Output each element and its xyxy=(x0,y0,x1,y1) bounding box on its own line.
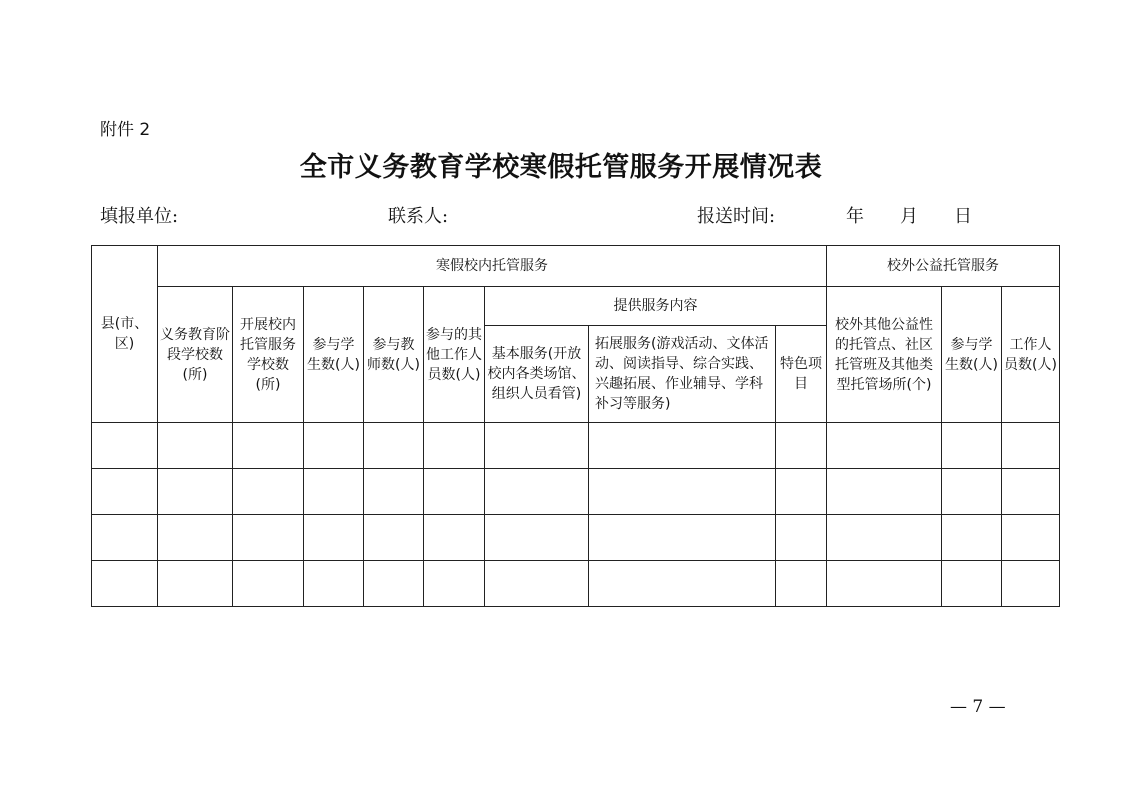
table-cell[interactable] xyxy=(233,469,304,515)
table-cell[interactable] xyxy=(485,515,589,561)
table-cell[interactable] xyxy=(424,423,485,469)
header-other-sites: 校外其他公益性的托管点、社区托管班及其他类型托管场所(个) xyxy=(827,287,942,423)
table-cell[interactable] xyxy=(424,469,485,515)
table-cell[interactable] xyxy=(827,561,942,607)
table-cell[interactable] xyxy=(589,423,776,469)
table-cell[interactable] xyxy=(1002,469,1060,515)
table-cell[interactable] xyxy=(776,561,827,607)
table-cell[interactable] xyxy=(1002,515,1060,561)
table-row xyxy=(92,469,1060,515)
page-number: — 7 — xyxy=(950,697,1006,717)
table-cell[interactable] xyxy=(827,515,942,561)
table-row xyxy=(92,423,1060,469)
table-cell[interactable] xyxy=(233,423,304,469)
attachment-label: 附件 2 xyxy=(100,120,151,140)
month-label: 月 xyxy=(900,206,918,227)
table-cell[interactable] xyxy=(589,561,776,607)
header-other-staff: 参与的其他工作人员数(人) xyxy=(424,287,485,423)
day-label: 日 xyxy=(954,206,972,227)
table-cell[interactable] xyxy=(1002,561,1060,607)
header-featured: 特色项目 xyxy=(776,326,827,423)
table-cell[interactable] xyxy=(1002,423,1060,469)
table-cell[interactable] xyxy=(304,423,364,469)
header-county: 县(市、区) xyxy=(92,246,158,423)
table-cell[interactable] xyxy=(304,561,364,607)
table-row xyxy=(92,561,1060,607)
table-cell[interactable] xyxy=(485,423,589,469)
table-cell[interactable] xyxy=(485,469,589,515)
contact-label: 联系人: xyxy=(388,206,449,227)
table-cell[interactable] xyxy=(158,561,233,607)
header-out-school-group: 校外公益托管服务 xyxy=(827,246,1060,287)
table-cell[interactable] xyxy=(942,515,1002,561)
table-cell[interactable] xyxy=(827,469,942,515)
table-cell[interactable] xyxy=(827,423,942,469)
fill-in-row xyxy=(0,202,1122,228)
table-cell[interactable] xyxy=(158,469,233,515)
report-table xyxy=(91,245,1060,607)
table-cell[interactable] xyxy=(942,423,1002,469)
table-cell[interactable] xyxy=(942,469,1002,515)
table-cell[interactable] xyxy=(589,469,776,515)
table-cell[interactable] xyxy=(92,423,158,469)
table-cell[interactable] xyxy=(233,561,304,607)
header-students: 参与学生数(人) xyxy=(304,287,364,423)
table-cell[interactable] xyxy=(485,561,589,607)
table-cell[interactable] xyxy=(158,423,233,469)
table-cell[interactable] xyxy=(424,515,485,561)
table-cell[interactable] xyxy=(92,469,158,515)
table-cell[interactable] xyxy=(304,469,364,515)
header-extended-service: 拓展服务(游戏活动、文体活动、阅读指导、综合实践、兴趣拓展、作业辅导、学科补习等服务) xyxy=(589,326,776,423)
header-out-staff: 工作人员数(人) xyxy=(1002,287,1060,423)
table-cell[interactable] xyxy=(158,515,233,561)
table-cell[interactable] xyxy=(364,469,424,515)
table-cell[interactable] xyxy=(364,423,424,469)
header-basic-service: 基本服务(开放校内各类场馆、组织人员看管) xyxy=(485,326,589,423)
table-row xyxy=(92,515,1060,561)
header-in-school-group: 寒假校内托管服务 xyxy=(158,246,827,287)
table-cell[interactable] xyxy=(589,515,776,561)
table-cell[interactable] xyxy=(233,515,304,561)
table-cell[interactable] xyxy=(776,469,827,515)
header-teachers: 参与教师数(人) xyxy=(364,287,424,423)
unit-label: 填报单位: xyxy=(100,206,179,227)
table-cell[interactable] xyxy=(776,515,827,561)
report-time-label: 报送时间: xyxy=(697,206,776,227)
table-cell[interactable] xyxy=(776,423,827,469)
table-cell[interactable] xyxy=(364,515,424,561)
header-content-group: 提供服务内容 xyxy=(485,287,827,326)
page-title: 全市义务教育学校寒假托管服务开展情况表 xyxy=(299,152,823,183)
header-out-students: 参与学生数(人) xyxy=(942,287,1002,423)
table-cell[interactable] xyxy=(304,515,364,561)
table-cell[interactable] xyxy=(364,561,424,607)
year-label: 年 xyxy=(846,206,864,227)
header-hosting-schools: 开展校内托管服务学校数(所) xyxy=(233,287,304,423)
table-cell[interactable] xyxy=(942,561,1002,607)
table-cell[interactable] xyxy=(424,561,485,607)
header-schools: 义务教育阶段学校数(所) xyxy=(158,287,233,423)
table-cell[interactable] xyxy=(92,561,158,607)
table-cell[interactable] xyxy=(92,515,158,561)
